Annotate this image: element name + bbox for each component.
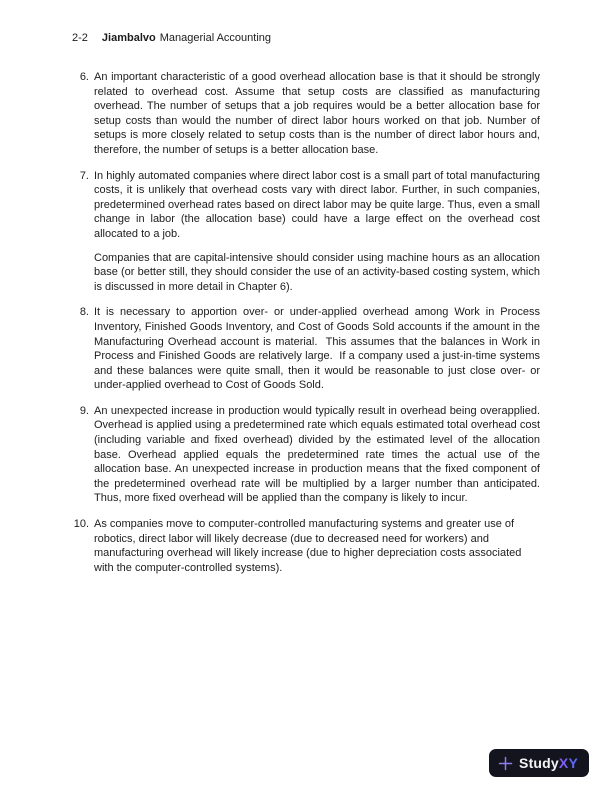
item-body xyxy=(94,305,544,393)
logo-text-xy: XY xyxy=(558,755,578,771)
item-paragraph: Companies that are capital-intensive should consider using machine hours as an allocation base (or better still, they should consider the use of an activity-based costing system, which is discussed in more detail in Chapter 6). xyxy=(94,251,544,293)
item-number: 8. xyxy=(79,306,89,319)
logo-text xyxy=(519,755,578,771)
list-item-6 xyxy=(72,70,544,158)
item-number: 6. xyxy=(79,71,89,83)
item-paragraph: It is necessary to apportion over- or under-applied overhead among Work in Process Inventory, Finished Goods Inventory, and Cost of Goods Sold accounts if the amount in the Manufacturing Overhead account is material. This assumes that the balances in Work in Process and Finished Goods are relatively large. If a company used a just-in-time systems and these balances were quite small, then it would be reasonable to just close over- or under-applied overhead to Cost of Goods Sold. xyxy=(94,306,544,392)
logo-text-study: Study xyxy=(519,755,559,771)
item-paragraph: In highly automated companies where direct labor cost is a small part of total manufacturing costs, it is unlikely that overhead costs vary with direct labor. Further, in such companies, predetermined overhead rates based on direct labor may be quite large. Thus, even a small change in labor (the allocation base) could have a large effect on the overhead cost allocated to a job. xyxy=(94,169,544,240)
page-number: 2-2 xyxy=(72,32,88,44)
plus-icon xyxy=(498,756,513,771)
page-content xyxy=(72,31,547,586)
list-item-10 xyxy=(72,517,540,575)
book-author: Jiambalvo xyxy=(101,32,156,44)
item-body xyxy=(94,169,544,295)
item-number: 7. xyxy=(79,169,89,182)
item-number: 9. xyxy=(79,404,89,417)
item-number: 10. xyxy=(73,518,89,531)
item-paragraph: An unexpected increase in production would typically result in overhead being overapplied. Overhead is applied using a predetermined rate which equals estimated total overhead cost (including variable and fixed overhead) divided by the estimated level of the allocation base. Overhead applied equals the predetermined rate times the actual use of the allocation base. An unexpected increase in production means that the fixed component of the predetermined overhead rate will be multiplied by a larger number than anticipated. Thus, more fixed overhead will be applied than the company is likely to incur. xyxy=(94,404,547,505)
list-item-8 xyxy=(72,305,544,393)
item-paragraph: An important characteristic of a good overhead allocation base is that it should be strongly related to overhead cost. Assume that setup costs are classified as manufacturing overhead. The number of setups that a job requires would be a better allocation base for setup costs than would the number of direct labor hours worked on that job. Number of setups is more closely related to setup costs than is the number of direct labor hours and, therefore, the number of setups is a better allocation base. xyxy=(94,71,544,156)
list-item-9 xyxy=(72,404,547,506)
item-body xyxy=(94,404,547,506)
studyxy-logo[interactable] xyxy=(489,749,589,777)
item-paragraph: As companies move to computer-controlled manufacturing systems and greater use of robotics, direct labor will likely decrease (due to decreased need for workers) and manufacturing overhead will likely increase (due to higher depreciation costs associated with the computer-controlled systems). xyxy=(94,518,525,574)
list-item-7 xyxy=(72,169,544,295)
book-title: Managerial Accounting xyxy=(159,32,272,44)
item-body xyxy=(94,517,540,575)
page-header xyxy=(72,31,540,46)
item-body xyxy=(94,70,544,158)
